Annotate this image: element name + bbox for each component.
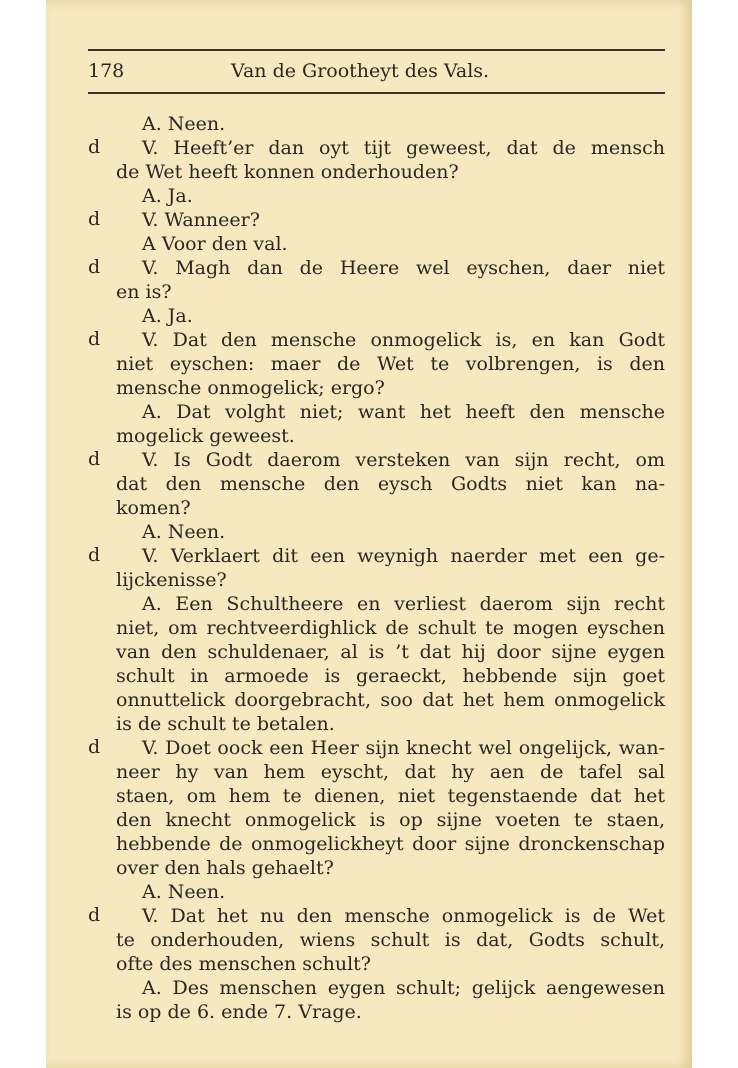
margin-marker: d (88, 256, 101, 278)
text-line: staen, om hem te dienen, niet tegenstaende dat het (116, 785, 665, 807)
text-line: V. Dat den mensche onmogelick is, en kan Godt (142, 329, 665, 351)
text-line: lijckenisse? (116, 569, 227, 591)
text-line: V. Dat het nu den mensche onmogelick is de Wet (142, 905, 665, 927)
text-line: mensche onmogelick; ergo? (116, 377, 385, 399)
text-line: V. Verklaert dit een weynigh naerder met een ge- (142, 545, 665, 567)
text-line: is op de 6. ende 7. Vrage. (116, 1001, 362, 1023)
text-line: van den schuldenaer, al is ’t dat hij door sijne eygen (116, 641, 665, 663)
book-page (46, 0, 692, 1068)
margin-marker: d (88, 208, 101, 230)
text-line: V. Heeft’er dan oyt tijt geweest, dat de mensch (142, 137, 665, 159)
text-line: A. Dat volght niet; want het heeft den mensche (142, 401, 665, 423)
text-line: te onderhouden, wiens schult is dat, Godts schult, (116, 929, 665, 951)
margin-marker: d (88, 544, 101, 566)
margin-marker: d (88, 904, 101, 926)
text-line: V. Magh dan de Heere wel eyschen, daer niet (142, 257, 665, 279)
page-number: 178 (88, 60, 125, 82)
text-line: hebbende de onmogelickheyt door sijne dronckenschap (116, 833, 665, 855)
text-line: onnuttelick doorgebracht, soo dat het hem onmogelick (116, 689, 665, 711)
margin-marker: d (88, 736, 101, 758)
text-line: A. Neen. (142, 113, 226, 135)
text-line: V. Doet oock een Heer sijn knecht wel ongelijck, wan- (142, 737, 665, 759)
text-line: is de schult te betalen. (116, 713, 335, 735)
margin-marker: d (88, 328, 101, 350)
text-line: en is? (116, 281, 172, 303)
text-line: de Wet heeft konnen onderhouden? (116, 161, 459, 183)
margin-marker: d (88, 448, 101, 470)
margin-marker: d (88, 136, 101, 158)
running-title: Van de Grootheyt des Vals. (231, 60, 490, 82)
text-line: mogelick geweest. (116, 425, 295, 447)
text-line: A. Neen. (142, 881, 226, 903)
page-header (88, 60, 665, 86)
text-line: over den hals gehaelt? (116, 857, 334, 879)
text-line: schult in armoede is geraeckt, hebbende sijn goet (116, 665, 665, 687)
text-line: dat den mensche den eysch Godts niet kan na- (116, 473, 665, 495)
text-line: neer hy van hem eyscht, dat hy aen de tafel sal (116, 761, 665, 783)
text-line: komen? (116, 497, 191, 519)
text-line: niet eyschen: maer de Wet te volbrengen, is den (116, 353, 665, 375)
text-line: V. Wanneer? (142, 209, 260, 231)
text-line: A. Ja. (142, 305, 193, 327)
text-line: niet, om rechtveerdighlick de schult te mogen eyschen (116, 617, 665, 639)
text-line: den knecht onmogelick is op sijne voeten te staen, (116, 809, 665, 831)
header-rule-top (88, 49, 665, 51)
text-line: ofte des menschen schult? (116, 953, 371, 975)
text-line: V. Is Godt daerom versteken van sijn recht, om (142, 449, 665, 471)
text-line: A. Des menschen eygen schult; gelijck aengewesen (142, 977, 665, 999)
header-rule-bottom (88, 92, 665, 94)
text-line: A. Neen. (142, 521, 226, 543)
text-line: A. Een Schultheere en verliest daerom sijn recht (142, 593, 665, 615)
text-line: A. Ja. (142, 185, 193, 207)
text-line: A Voor den val. (142, 233, 288, 255)
